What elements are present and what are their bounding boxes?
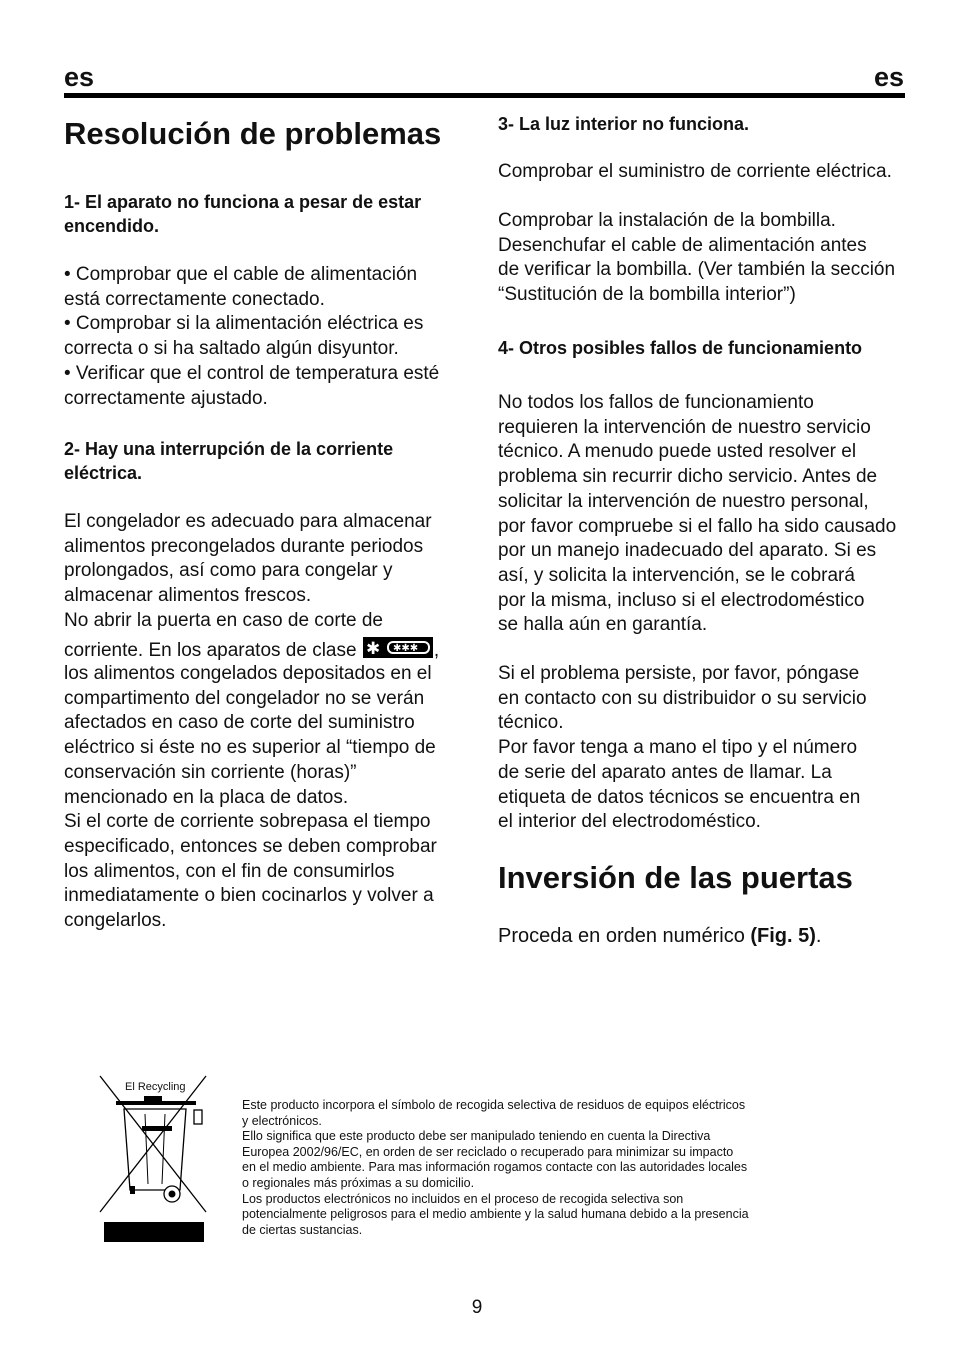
problem-4-body-b: Si el problema persiste, por favor, póngase en contacto con su distribuidor o su servicio técnico. Por favor tenga a mano el tipo y el número de serie del aparato antes de llamar. La etiqueta de datos técnicos se encuentra en el interior del electrodoméstico. bbox=[498, 663, 867, 833]
recycling-label: El Recycling bbox=[125, 1081, 186, 1093]
language-code-left: es bbox=[64, 62, 95, 92]
figure-reference: (Fig. 5) bbox=[750, 925, 816, 947]
problem-4-body-a: No todos los fallos de funcionamiento requieren la intervención de nuestro servicio técnico. A menudo puede usted resolver el problema sin recurrir dicho servicio. Antes de solicitar la intervención de nuestro personal, por favor compruebe si el fallo ha sido causado por un manejo inadecuado del aparato. Si es así, y solicita la intervención, se le cobrará por la misma, incluso si el electrodoméstico se halla aún en garantía. bbox=[498, 392, 897, 636]
svg-text:✱✱✱: ✱✱✱ bbox=[392, 643, 418, 654]
problem-3-heading: 3- La luz interior no funciona. bbox=[498, 114, 750, 134]
procedure-period: . bbox=[815, 925, 822, 947]
problem-3-body-a: Comprobar el suministro de corriente eléctrica. bbox=[498, 161, 892, 182]
procedure-line bbox=[498, 925, 821, 948]
problem-4-heading: 4- Otros posibles fallos de funcionamiento bbox=[498, 338, 863, 358]
problem-3-body-b: Comprobar la instalación de la bombilla. Desenchufar el cable de alimentación antes de verificar la bombilla. (Ver también la sección “Sustitución de la bombilla interior”) bbox=[498, 210, 896, 306]
svg-text:✱: ✱ bbox=[365, 639, 381, 658]
procedure-text: Proceda en orden numérico bbox=[498, 925, 751, 947]
problem-2-heading: 2- Hay una interrupción de la corriente eléctrica. bbox=[64, 439, 394, 483]
section-title-door-reversal: Inversión de las puertas bbox=[498, 860, 853, 895]
weee-notice: Este producto incorpora el símbolo de recogida selectiva de residuos de equipos eléctricos y electrónicos. Ello significa que este producto debe ser manipulado teniendo en cuenta la Directiva Europea 2002/96/EC, en orden de ser reciclado o recuperado para minimizar su impacto en el medio ambiente. Para mas información rogamos contacte con las autoridades locales o regionales más próximas a su domicilio. Los productos electrónicos no incluidos en el proceso de recogida selectiva son potencialmente peligrosos para el medio ambiente y la salud humana debido a la presencia de ciertas sustancias. bbox=[242, 1098, 749, 1237]
page-number: 9 bbox=[471, 1297, 483, 1318]
problem-1-body: • Comprobar que el cable de alimentación está correctamente conectado. • Comprobar si la alimentación eléctrica es correcta o si ha saltado algún disyuntor. • Verificar que el control de temperatura esté correctamente ajustado. bbox=[64, 264, 440, 409]
problem-2-body-b: los alimentos congelados depositados en el compartimento del congelador no se verán afectados en caso de corte del suministro eléctrico si éste no es superior al “tiempo de conservación sin corriente (horas)” mencionado en la placa de datos. Si el corte de corriente sobrepasa el tiempo especificado, entonces se deben comprobar los alimentos, con el fin de consumirlos inmediatamente o bien cocinarlos y volver a congelarlos. bbox=[64, 663, 437, 932]
problem-1-heading: 1- El aparato no funciona a pesar de estar encendido. bbox=[64, 192, 422, 236]
header-rule bbox=[64, 93, 905, 98]
problem-2-body-a: El congelador es adecuado para almacenar alimentos precongelados durante periodos prolongados, así como para congelar y almacenar alimentos frescos. No abrir la puerta en caso de corte de bbox=[64, 511, 432, 631]
crossed-bin-icon bbox=[96, 1074, 211, 1244]
class-line-text: corriente. En los aparatos de clase bbox=[64, 640, 357, 661]
language-code-right: es bbox=[873, 62, 904, 92]
class-line-comma: , bbox=[433, 640, 440, 661]
section-title-troubleshooting: Resolución de problemas bbox=[64, 116, 442, 151]
